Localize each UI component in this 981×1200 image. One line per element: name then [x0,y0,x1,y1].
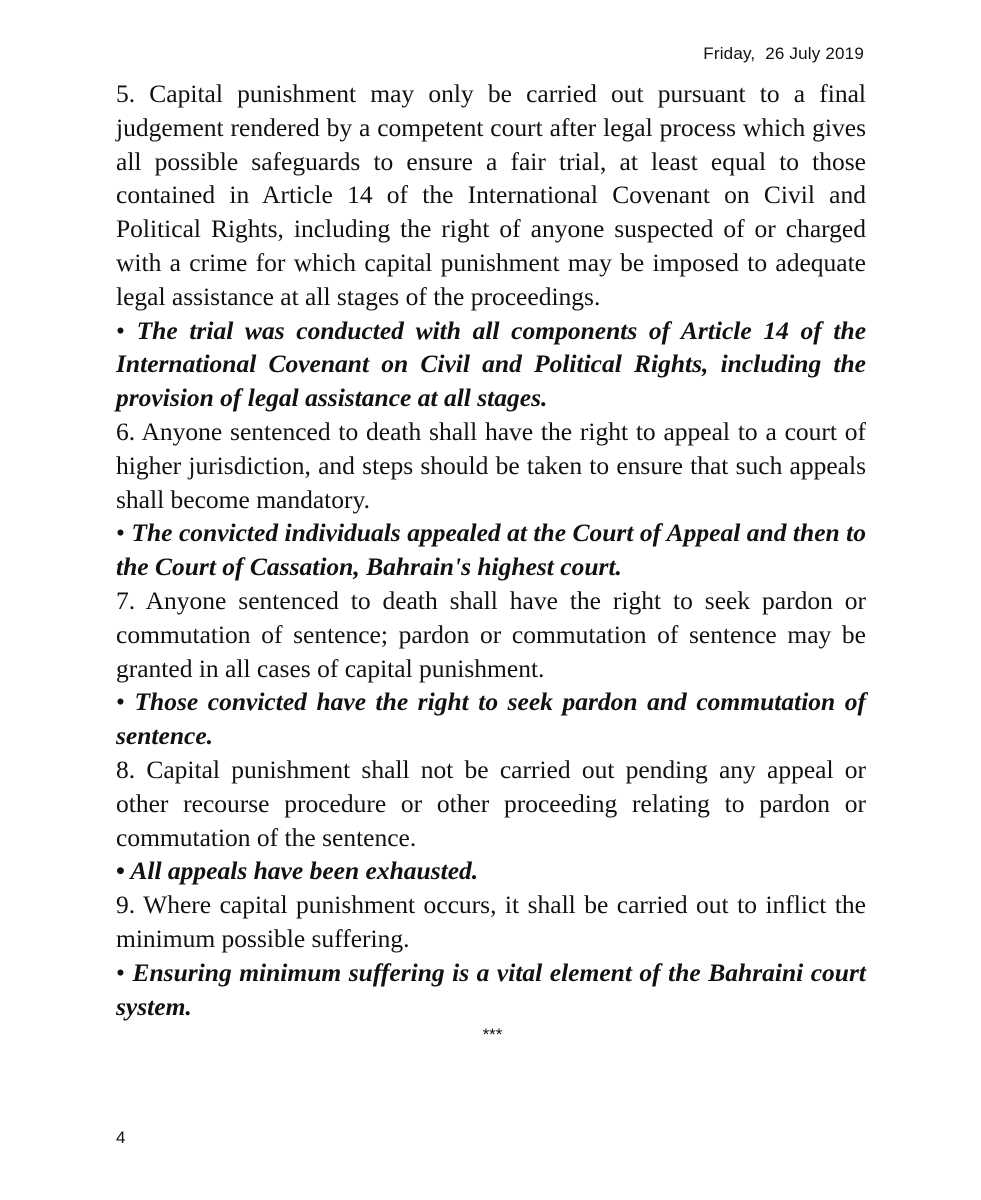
article-5-response-text: The trial was conducted with all components of Article 14 of the International Covenant on Civil and Political Rights, including the provision of legal assistance at all stages. [116,315,867,413]
article-5-response [116,314,866,415]
bullet-icon: • [116,957,125,987]
article-6-response-text: The convicted individuals appealed at the Court of Appeal and then to the Court of Cassation, Bahrain's highest court. [116,518,866,582]
article-7-text: 7. Anyone sentenced to death shall have the right to seek pardon or commutation of sentence; pardon or commutation of sentence may be granted in all cases of capital punishment. [116,585,866,683]
article-5-text: 5. Capital punishment may only be carried out pursuant to a final judgement rendered by a competent court after legal process which gives all possible safeguards to ensure a fair trial, at least equal to those contained in Article 14 of the International Covenant on Civil and Political Rights, including the right of anyone suspected of or charged with a crime for which capital punishment may be imposed to adequate legal assistance at all stages of the proceedings. [116,79,866,311]
page-date: Friday, 26 July 2019 [703,44,864,63]
article-8-response [116,854,866,888]
bullet-icon: • [116,856,125,886]
article-9-text: 9. Where capital punishment occurs, it shall be carried out to inflict the minimum possible suffering. [116,890,866,953]
article-7-response [116,685,866,753]
article-9-response-text: Ensuring minimum suffering is a vital element of the Bahraini court system. [116,957,866,1021]
article-6-text: 6. Anyone sentenced to death shall have the right to appeal to a court of higher jurisdiction, and steps should be taken to ensure that such appeals shall become mandatory. [116,416,866,514]
bullet-icon: • [116,518,125,548]
bullet-icon: • [116,315,125,345]
page-number: 4 [116,1128,126,1147]
article-6-response [116,516,866,584]
article-8-text: 8. Capital punishment shall not be carried out pending any appeal or other recourse procedure or other proceeding relating to pardon or commutation of the sentence. [116,754,866,852]
article-8-response-text: All appeals have been exhausted. [130,856,479,886]
bullet-icon: • [116,687,125,717]
section-separator: *** [482,1025,503,1045]
article-9-response [116,956,866,1024]
document-body [116,77,866,1047]
article-7-response-text: Those convicted have the right to seek pardon and commutation of sentence. [116,687,866,751]
